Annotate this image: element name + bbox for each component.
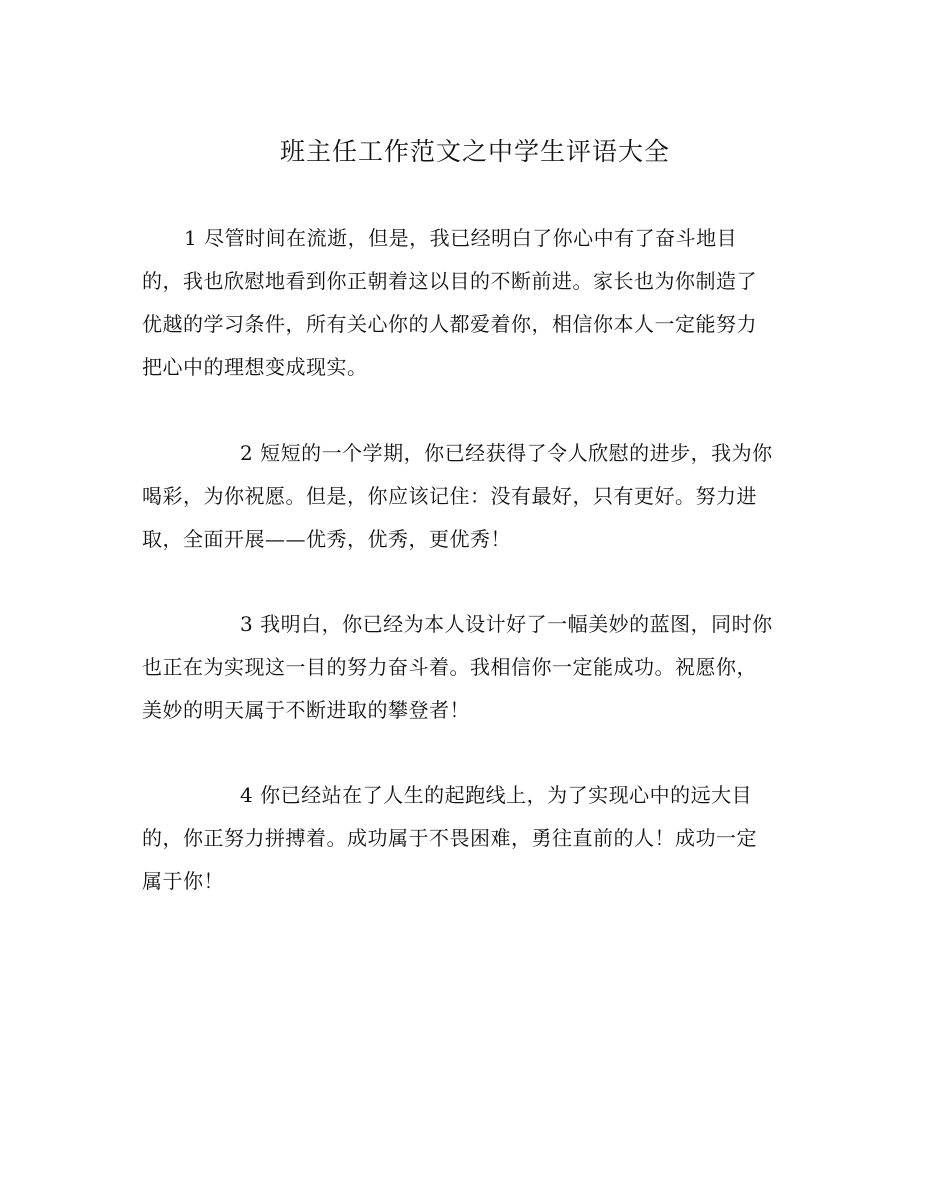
paragraph-first-line — [142, 432, 814, 475]
comment-paragraph-2 — [142, 432, 814, 561]
paragraph-number: 1 — [184, 226, 198, 250]
comment-paragraph-4 — [142, 774, 814, 903]
paragraph-number: 2 — [240, 441, 254, 465]
paragraph-text: 尽管时间在流逝，但是，我已经明白了你心中有了奋斗地目 — [204, 226, 738, 250]
paragraph-line: 也正在为实现这一目的努力奋斗着。我相信你一定能成功。祝愿你， — [142, 655, 757, 679]
page-title: 班主任工作范文之中学生评语大全 — [279, 137, 670, 166]
comment-paragraph-3 — [142, 603, 814, 732]
paragraph-number: 4 — [240, 783, 254, 807]
paragraph-line: 的，我也欣慰地看到你正朝着这以目的不断前进。家长也为你制造了 — [142, 269, 757, 293]
paragraph-line: 美妙的明天属于不断进取的攀登者！ — [142, 698, 470, 722]
paragraph-text: 短短的一个学期，你已经获得了令人欣慰的进步，我为你 — [260, 441, 773, 465]
paragraph-line: 的，你正努力拼搏着。成功属于不畏困难，勇往直前的人！成功一定 — [142, 826, 757, 850]
comment-paragraph-1 — [142, 217, 814, 389]
paragraph-line: 属于你！ — [142, 869, 224, 893]
paragraph-line: 取，全面开展——优秀，优秀，更优秀！ — [142, 527, 511, 551]
paragraph-text: 我明白，你已经为本人设计好了一幅美妙的蓝图，同时你 — [260, 612, 773, 636]
paragraph-line: 喝彩，为你祝愿。但是，你应该记住：没有最好，只有更好。努力进 — [142, 484, 757, 508]
paragraph-first-line — [142, 603, 814, 646]
paragraph-first-line — [142, 774, 814, 817]
paragraph-line: 把心中的理想变成现实。 — [142, 355, 368, 379]
paragraph-first-line — [142, 217, 814, 260]
paragraph-line: 优越的学习条件，所有关心你的人都爱着你，相信你本人一定能努力 — [142, 312, 757, 336]
paragraph-text: 你已经站在了人生的起跑线上，为了实现心中的远大目 — [260, 783, 753, 807]
paragraph-number: 3 — [240, 612, 254, 636]
